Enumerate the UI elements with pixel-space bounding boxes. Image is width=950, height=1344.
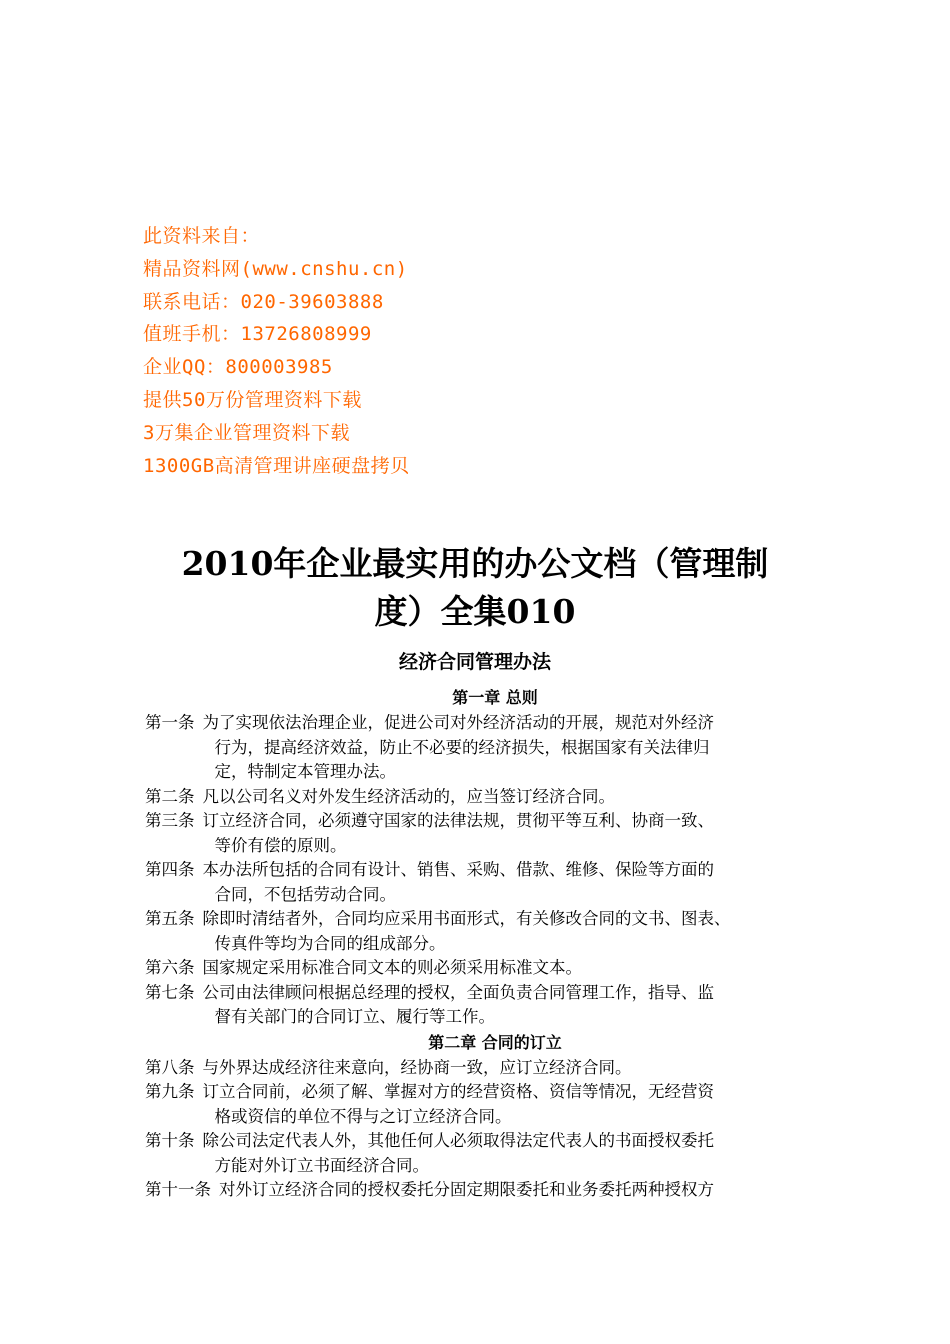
article [145,981,825,1030]
promo-line-2: 3万集企业管理资料下载 [143,421,350,444]
article-label: 第一条 [145,713,195,732]
article-text: 对外订立经济合同的授权委托分固定期限委托和业务委托两种授权方 [219,1180,714,1199]
article-text: 除即时清结者外，合同均应采用书面形式，有关修改合同的文书、图表、 [202,909,731,928]
article-label: 第九条 [145,1082,195,1101]
source-info-block [143,220,643,482]
article [145,956,825,981]
article-text: 定，特制定本管理办法。 [214,762,396,781]
document-subtitle: 经济合同管理办法 [398,651,551,673]
article-text: 行为，提高经济效益，防止不必要的经济损失，根据国家有关法律归 [214,737,710,757]
article-text: 订立经济合同，必须遵守国家的法律法规，贯彻平等互利、协商一致、 [202,811,714,830]
article-text: 与外界达成经济往来意向，经协商一致，应订立经济合同。 [202,1057,632,1077]
article [145,1080,825,1129]
article-text: 传真件等均为合同的组成部分。 [214,933,446,953]
article-text: 合同，不包括劳动合同。 [214,884,396,904]
article [145,858,825,907]
title-line-1: 2010年企业最实用的办公文档（管理制 [181,544,769,583]
article-text: 订立合同前，必须了解、掌握对方的经营资格、资信等情况，无经营资 [202,1082,714,1101]
article-text: 为了实现依法治理企业，促进公司对外经济活动的开展，规范对外经济 [202,713,714,732]
promo-line-1: 提供50万份管理资料下载 [143,388,362,411]
chapter-heading: 第二章 合同的订立 [428,1032,562,1052]
article [145,907,825,956]
title-line-2: 度）全集010 [374,592,576,631]
article [145,1178,825,1203]
article [145,1056,825,1081]
article [145,785,825,810]
article [145,1129,825,1178]
article-label: 第十条 [145,1131,195,1150]
article-text: 等价有偿的原则。 [214,835,347,855]
article-text: 公司由法律顾问根据总经理的授权，全面负责合同管理工作，指导、监 [202,982,714,1002]
article-label: 第十一条 [145,1180,211,1199]
article-label: 第四条 [145,860,195,879]
qq-line: 企业QQ：800003985 [143,356,333,379]
mobile-line: 值班手机：13726808999 [143,323,372,346]
article-label: 第六条 [145,958,195,977]
article-text: 凡以公司名义对外发生经济活动的，应当签订经济合同。 [202,786,615,806]
article-text: 国家规定采用标准合同文本的则必须采用标准文本。 [202,958,582,977]
document-body [145,685,825,1203]
chapter-heading: 第一章 总则 [452,688,538,707]
article [145,711,825,785]
article-label: 第三条 [145,811,195,830]
article-text: 督有关部门的合同订立、履行等工作。 [214,1007,495,1026]
article-text: 方能对外订立书面经济合同。 [214,1155,429,1175]
document-title [140,540,810,636]
article [145,809,825,858]
article-label: 第五条 [145,909,195,928]
article-text: 本办法所包括的合同有设计、销售、采购、借款、维修、保险等方面的 [202,860,714,879]
article-label: 第八条 [145,1057,195,1077]
article-label: 第七条 [145,982,195,1002]
website-line: 精品资料网(www.cnshu.cn) [143,257,408,280]
article-label: 第二条 [145,786,195,806]
source-line: 此资料来自： [143,225,261,247]
promo-line-3: 1300GB高清管理讲座硬盘拷贝 [143,454,410,477]
article-text: 格或资信的单位不得与之订立经济合同。 [214,1106,512,1126]
phone-line: 联系电话：020-39603888 [143,290,384,313]
article-text: 除公司法定代表人外，其他任何人必须取得法定代表人的书面授权委托 [202,1131,714,1150]
